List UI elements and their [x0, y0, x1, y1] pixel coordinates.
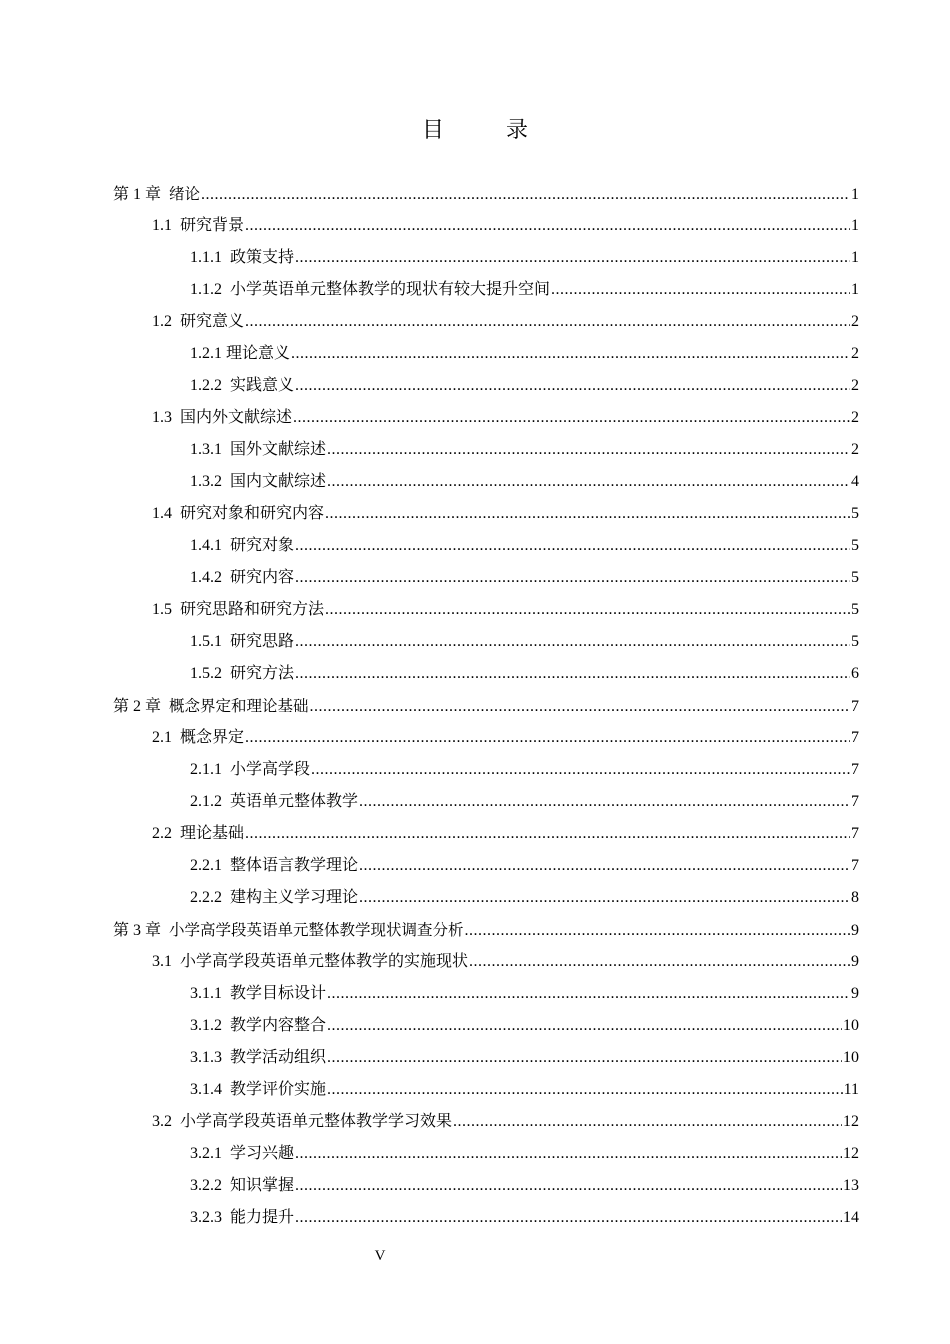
toc-entry-number: 1.2.1 — [190, 345, 226, 362]
toc-entry-page: 2 — [851, 377, 859, 394]
toc-entry-title: 小学高学段英语单元整体教学学习效果 — [180, 1113, 453, 1130]
toc-entry-title: 理论意义 — [226, 345, 291, 362]
toc-entry-title: 政策支持 — [230, 249, 295, 266]
toc-entry-title: 研究意义 — [180, 313, 245, 330]
toc-entry-number: 第 3 章 — [113, 922, 170, 939]
toc-entry-level-3[interactable] — [0, 850, 950, 882]
toc-dot-leader — [465, 915, 850, 947]
toc-entry-page: 7 — [851, 761, 859, 778]
toc-entry-title: 理论基础 — [180, 825, 245, 842]
toc-entry-number: 1.4.2 — [190, 569, 230, 586]
toc-entry-title: 教学目标设计 — [230, 985, 327, 1002]
toc-entry-level-3[interactable] — [0, 1138, 950, 1170]
toc-dot-leader — [327, 1074, 843, 1106]
toc-entry-page: 2 — [851, 345, 859, 362]
toc-entry-level-2[interactable] — [0, 946, 950, 978]
toc-entry-title: 国内文献综述 — [230, 473, 327, 490]
toc-dot-leader — [295, 530, 850, 562]
toc-entry-level-1[interactable] — [0, 178, 950, 210]
toc-entry-number: 2.1.2 — [190, 793, 230, 810]
toc-entry-page: 7 — [851, 793, 859, 810]
toc-entry-number: 3.1.4 — [190, 1081, 230, 1098]
toc-entry-number: 1.1.2 — [190, 281, 230, 298]
toc-entry-title: 学习兴趣 — [230, 1145, 295, 1162]
toc-entry-page: 5 — [851, 601, 859, 618]
toc-entry-level-3[interactable] — [0, 466, 950, 498]
toc-entry-page: 2 — [851, 441, 859, 458]
toc-entry-title: 研究背景 — [180, 217, 245, 234]
toc-entry-level-3[interactable] — [0, 1074, 950, 1106]
toc-dot-leader — [295, 626, 850, 658]
toc-entry-page: 1 — [851, 281, 859, 298]
toc-dot-leader — [311, 754, 850, 786]
toc-entry-level-2[interactable] — [0, 722, 950, 754]
toc-entry-title: 概念界定 — [180, 729, 245, 746]
toc-entry-title: 概念界定和理论基础 — [169, 697, 309, 715]
toc-dot-leader — [327, 1042, 842, 1074]
toc-entry-page: 7 — [851, 857, 859, 874]
toc-entry-level-2[interactable] — [0, 402, 950, 434]
toc-entry-level-3[interactable] — [0, 626, 950, 658]
toc-entry-level-2[interactable] — [0, 306, 950, 338]
toc-entry-level-3[interactable] — [0, 786, 950, 818]
toc-entry-number: 1.4.1 — [190, 537, 230, 554]
toc-entry-number: 3.2.1 — [190, 1145, 230, 1162]
toc-entry-level-3[interactable] — [0, 562, 950, 594]
toc-entry-title: 教学评价实施 — [230, 1081, 327, 1098]
toc-entry-page: 8 — [851, 889, 859, 906]
toc-entry-title: 研究内容 — [230, 569, 295, 586]
toc-entry-number: 3.1.3 — [190, 1049, 230, 1066]
toc-entry-number: 3.2.2 — [190, 1177, 230, 1194]
toc-dot-leader — [291, 338, 850, 370]
toc-dot-leader — [295, 1170, 842, 1202]
toc-entry-page: 12 — [843, 1113, 859, 1130]
toc-entry-number: 3.1.2 — [190, 1017, 230, 1034]
toc-dot-leader — [295, 242, 850, 274]
toc-entry-level-2[interactable] — [0, 210, 950, 242]
toc-entry-page: 4 — [851, 473, 859, 490]
toc-entry-page: 11 — [843, 1081, 859, 1098]
toc-entry-level-3[interactable] — [0, 1170, 950, 1202]
toc-dot-leader — [310, 691, 850, 723]
toc-dot-leader — [359, 786, 850, 818]
toc-entry-number: 1.3.2 — [190, 473, 230, 490]
toc-entry-number: 2.1 — [152, 729, 180, 746]
toc-dot-leader — [245, 210, 850, 242]
toc-dot-leader — [325, 594, 850, 626]
toc-entry-page: 7 — [851, 729, 859, 746]
toc-entry-level-3[interactable] — [0, 1010, 950, 1042]
toc-entry-level-3[interactable] — [0, 274, 950, 306]
toc-entry-title: 整体语言教学理论 — [230, 857, 359, 874]
toc-entry-number: 3.2.3 — [190, 1209, 230, 1226]
toc-entry-title: 小学英语单元整体教学的现状有较大提升空间 — [230, 281, 551, 298]
toc-entry-number: 1.5.2 — [190, 665, 230, 682]
toc-entry-level-2[interactable] — [0, 594, 950, 626]
toc-entry-number: 3.1.1 — [190, 985, 230, 1002]
toc-entry-number: 第 1 章 — [113, 186, 170, 203]
toc-dot-leader — [327, 434, 850, 466]
toc-entry-page: 2 — [851, 409, 859, 426]
toc-entry-number: 1.1 — [152, 217, 180, 234]
toc-entry-title: 知识掌握 — [230, 1177, 295, 1194]
toc-entry-title: 国内外文献综述 — [180, 409, 293, 426]
toc-entry-number: 1.3.1 — [190, 441, 230, 458]
toc-dot-leader — [245, 818, 850, 850]
toc-heading: 目 录 — [421, 118, 548, 143]
toc-dot-leader — [295, 658, 850, 690]
toc-entry-number: 第 2 章 — [113, 698, 170, 715]
toc-entry-number: 1.1.1 — [190, 249, 230, 266]
toc-entry-page: 5 — [851, 633, 859, 650]
toc-entry-number: 1.3 — [152, 409, 180, 426]
toc-entry-page: 10 — [843, 1017, 859, 1034]
toc-entry-level-3[interactable] — [0, 1042, 950, 1074]
toc-entry-level-3[interactable] — [0, 370, 950, 402]
toc-entry-title: 研究对象 — [230, 537, 295, 554]
toc-entry-level-2[interactable] — [0, 498, 950, 530]
toc-dot-leader — [327, 466, 850, 498]
toc-entry-level-2[interactable] — [0, 1106, 950, 1138]
toc-dot-leader — [295, 562, 850, 594]
toc-entry-page: 9 — [851, 985, 859, 1002]
toc-dot-leader — [327, 978, 850, 1010]
toc-entry-level-3[interactable] — [0, 754, 950, 786]
toc-entry-page: 2 — [851, 313, 859, 330]
toc-entry-level-3[interactable] — [0, 242, 950, 274]
toc-entry-level-1[interactable] — [0, 914, 950, 946]
toc-entry-title: 研究思路和研究方法 — [180, 601, 325, 618]
toc-entry-title: 研究方法 — [230, 665, 295, 682]
toc-entry-number: 3.2 — [152, 1113, 180, 1130]
toc-dot-leader — [327, 1010, 842, 1042]
toc-entry-number: 1.5.1 — [190, 633, 230, 650]
toc-dot-leader — [359, 850, 850, 882]
toc-entry-number: 2.2.1 — [190, 857, 230, 874]
toc-dot-leader — [469, 946, 850, 978]
toc-entry-level-3[interactable] — [0, 658, 950, 690]
toc-entry-page: 12 — [843, 1145, 859, 1162]
toc-entry-page: 10 — [843, 1049, 859, 1066]
toc-entry-level-3[interactable] — [0, 1202, 950, 1234]
toc-entry-page: 5 — [851, 537, 859, 554]
toc-dot-leader — [245, 722, 850, 754]
toc-entry-page: 9 — [851, 922, 859, 939]
toc-entry-page: 5 — [851, 505, 859, 522]
toc-entry-number: 2.1.1 — [190, 761, 230, 778]
toc-entry-title: 建构主义学习理论 — [230, 889, 359, 906]
toc-entry-level-3[interactable] — [0, 978, 950, 1010]
toc-entry-page: 1 — [851, 186, 859, 203]
toc-entry-page: 14 — [843, 1209, 859, 1226]
toc-entry-number: 2.2.2 — [190, 889, 230, 906]
table-of-contents — [0, 178, 950, 1234]
toc-entry-number: 1.4 — [152, 505, 180, 522]
toc-entry-title: 小学高学段英语单元整体教学现状调查分析 — [169, 921, 464, 939]
toc-dot-leader — [201, 179, 850, 211]
toc-entry-number: 1.2.2 — [190, 377, 230, 394]
toc-entry-page: 13 — [843, 1177, 859, 1194]
toc-entry-title: 国外文献综述 — [230, 441, 327, 458]
toc-dot-leader — [551, 274, 850, 306]
toc-entry-title: 教学内容整合 — [230, 1017, 327, 1034]
toc-entry-title: 小学高学段 — [230, 761, 311, 778]
toc-entry-page: 7 — [851, 698, 859, 715]
toc-dot-leader — [245, 306, 850, 338]
toc-entry-page: 6 — [851, 665, 859, 682]
toc-entry-title: 研究对象和研究内容 — [180, 505, 325, 522]
toc-entry-level-1[interactable] — [0, 690, 950, 722]
toc-dot-leader — [295, 1138, 842, 1170]
toc-dot-leader — [453, 1106, 842, 1138]
toc-entry-page: 5 — [851, 569, 859, 586]
toc-dot-leader — [325, 498, 850, 530]
toc-entry-title: 教学活动组织 — [230, 1049, 327, 1066]
toc-entry-page: 9 — [851, 953, 859, 970]
toc-entry-number: 1.5 — [152, 601, 180, 618]
toc-entry-level-3[interactable] — [0, 338, 950, 370]
toc-entry-title: 小学高学段英语单元整体教学的实施现状 — [180, 953, 469, 970]
toc-entry-number: 1.2 — [152, 313, 180, 330]
page-number: V — [374, 1248, 386, 1264]
toc-entry-title: 能力提升 — [230, 1209, 295, 1226]
toc-dot-leader — [293, 402, 850, 434]
toc-entry-level-2[interactable] — [0, 818, 950, 850]
toc-dot-leader — [295, 1202, 842, 1234]
toc-entry-title: 绪论 — [169, 185, 201, 203]
toc-entry-page: 1 — [851, 217, 859, 234]
toc-entry-level-3[interactable] — [0, 434, 950, 466]
toc-entry-title: 实践意义 — [230, 377, 295, 394]
toc-dot-leader — [295, 370, 850, 402]
toc-entry-title: 研究思路 — [230, 633, 295, 650]
toc-entry-number: 2.2 — [152, 825, 180, 842]
toc-entry-title: 英语单元整体教学 — [230, 793, 359, 810]
toc-entry-number: 3.1 — [152, 953, 180, 970]
toc-entry-page: 1 — [851, 249, 859, 266]
toc-entry-level-3[interactable] — [0, 882, 950, 914]
toc-dot-leader — [359, 882, 850, 914]
toc-entry-level-3[interactable] — [0, 530, 950, 562]
toc-entry-page: 7 — [851, 825, 859, 842]
